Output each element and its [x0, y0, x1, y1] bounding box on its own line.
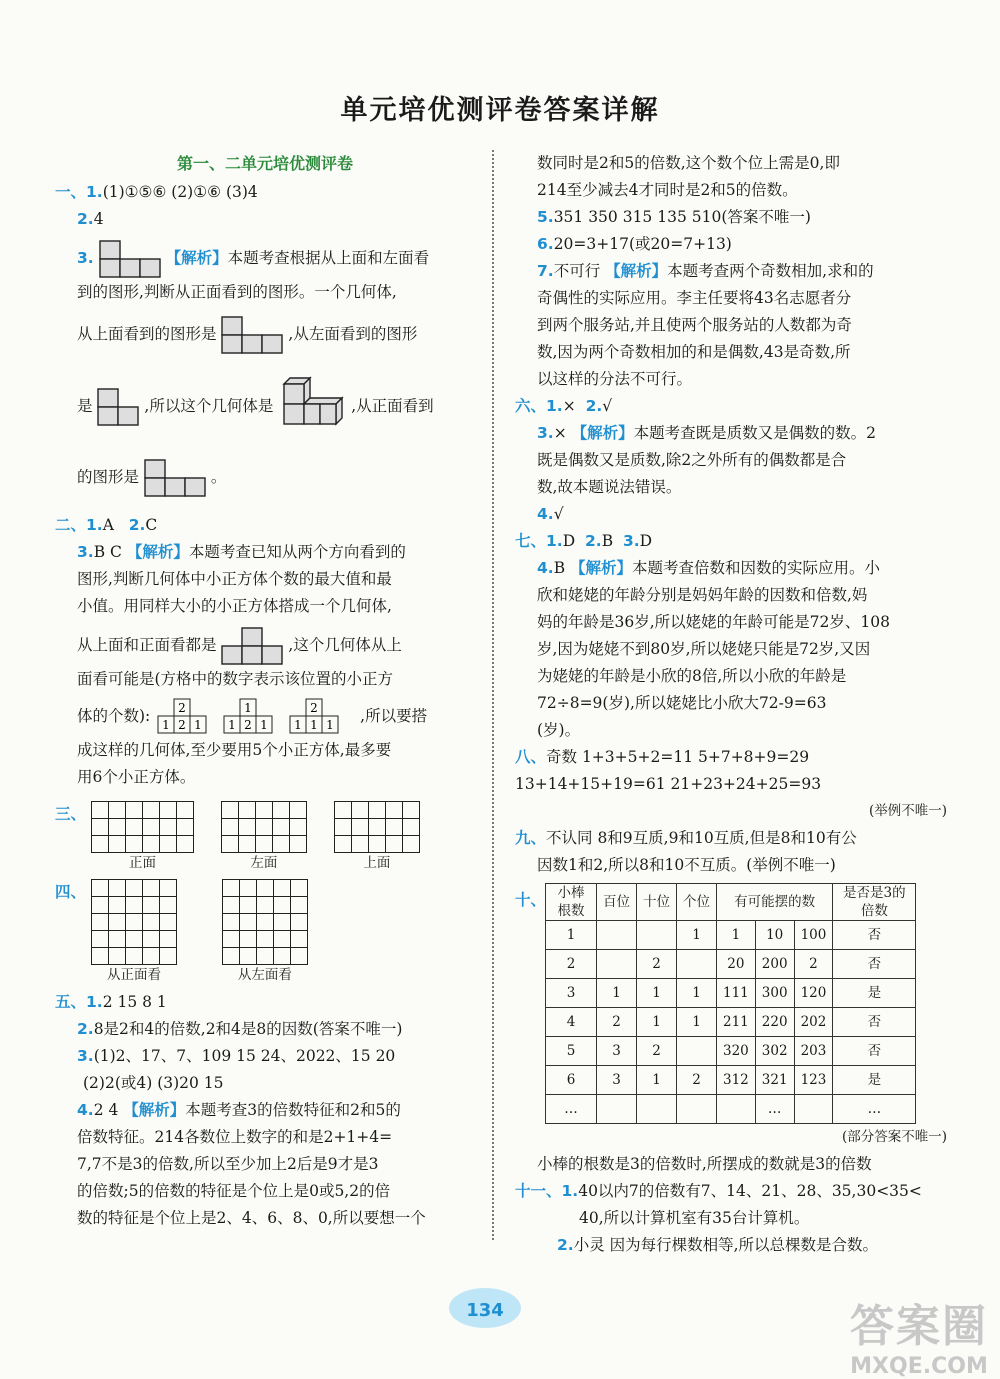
s6-q3-line2: 既是偶数又是质数,除2之外所有的偶数都是合: [537, 451, 847, 469]
s1-q3-line4: 是 ,所以这个几何体是 ,从正面看到: [55, 376, 475, 438]
q7-line5: 以这样的分法不可行。: [537, 370, 693, 388]
number-grid-figures: [155, 697, 355, 737]
s2-q1-q2: 二、1.A 2.C: [55, 516, 158, 534]
s5-q4-line5: 数的特征是个位上是2、4、6、8、0,所以要想一个: [77, 1209, 426, 1227]
q5: 5.351 350 315 135 510(答案不唯一): [537, 208, 811, 226]
s2-q3-line7: 成这样的几何体,至少要用5个小正方体,最多要: [77, 741, 392, 759]
s1-q3-line3: 从上面看到的图形是 ,从左面看到的图形: [55, 316, 475, 354]
s1-q3-line5: 的图形是 。: [55, 458, 475, 498]
s2-q3-line3: 小值。用同样大小的小正方体搭成一个几何体,: [77, 597, 392, 615]
svg-text:1: 1: [260, 718, 269, 732]
svg-text:1: 1: [326, 718, 335, 732]
s7-q4-line2: 欣和姥姥的年龄分别是妈妈年龄的因数和倍数,妈: [537, 586, 868, 604]
svg-text:2: 2: [244, 718, 253, 732]
top-view-figure: [221, 316, 283, 354]
s8-line2: 13+14+15+19=61 21+23+24+25=93: [515, 775, 822, 793]
view-figure: [221, 626, 283, 666]
page-title: 单元培优测评卷答案详解: [340, 95, 660, 126]
s6-q3: 3.× 【解析】本题考查既是质数又是偶数的数。2: [537, 424, 877, 442]
view-grid-s4-front: 从正面看: [91, 879, 177, 985]
s2-q3-line5: 面看可能是(方格中的数字表示该位置的小正方: [77, 670, 394, 688]
s5-q2: 2.8是2和4的倍数,2和4是8的因数(答案不唯一): [77, 1020, 403, 1038]
s7-q4-line5: 为姥姥的年龄是小欣的8倍,所以小欣的年龄是: [537, 667, 847, 685]
s8: 八、奇数 1+3+5+2=11 5+7+8+9=29: [515, 748, 810, 766]
s11-q1-line2: 40,所以计算机室有35台计算机。: [579, 1209, 810, 1227]
s5-q4-line4: 的倍数;5的倍数的特征是个位上是0或5,2的倍: [77, 1182, 391, 1200]
s2-q3-line6: 体的个数): 2 1 2 1 1 1 2 1 2 1 1 1 ,所以要搭: [55, 697, 475, 737]
s3-views: 三、 正面 左面 上面: [55, 801, 475, 873]
q7-line2: 奇偶性的实际应用。李主任要将43名志愿者分: [537, 289, 852, 307]
table-row: 6 3 1 2 312 321 123 是: [546, 1066, 916, 1095]
s11-q1: 十一、1.40以内7的倍数有7、14、21、28、35,30<35<: [515, 1182, 922, 1200]
front-view-figure: [99, 239, 161, 279]
svg-text:1: 1: [194, 718, 203, 732]
table-row: 1 1 1 10 100 否: [546, 921, 916, 950]
s7-q4-line3: 妈的年龄是36岁,所以姥姥的年龄可能是72岁、108: [537, 613, 890, 631]
page-number: 134: [455, 1300, 515, 1321]
s6-q1-q2: 六、1.× 2.√: [515, 397, 613, 415]
svg-text:1: 1: [244, 701, 253, 715]
s1-q3: 3. 【解析】本题考查根据从上面和左面看: [55, 239, 475, 279]
table-row: 4 2 1 1 211 220 202 否: [546, 1008, 916, 1037]
table-header-row: 小棒根数 百位 十位 个位 有可能摆的数 是否是3的倍数: [546, 884, 916, 921]
s6-q4: 4.√: [537, 505, 564, 523]
view-grid-left: 左面: [221, 801, 307, 873]
s2-q3: 3.B C 【解析】本题考查已知从两个方向看到的: [77, 543, 406, 561]
column-divider: [492, 150, 494, 1240]
s7-q4: 4.B 【解析】本题考查倍数和因数的实际应用。小: [537, 559, 881, 577]
table-row: 3 1 1 1 111 300 120 是: [546, 979, 916, 1008]
s1-q1: 一、1.(1)①⑤⑥ (2)①⑥ (3)4: [55, 183, 258, 201]
left-column: [55, 150, 475, 1232]
s10: 十、 小棒根数 百位 十位 个位 有可能摆的数 是否是3的倍数 1 1 1 10 100 否 2 2 20 200 2 否 3 1 1 1 111 300 120 是 4 2 1 1 211 220 202 否 5 3 2 320 302 203 否 6 3 1 2 312 321 123 是 … … …: [515, 883, 947, 1124]
s11-q2: 2.小灵 因为每行棵数相等,所以总棵数是合数。: [557, 1236, 879, 1254]
table-row: 2 2 20 200 2 否: [546, 950, 916, 979]
left-view-figure: [97, 388, 139, 426]
view-grid-s4-left: 从左面看: [222, 879, 308, 985]
s7-q4-line4: 岁,因为姥姥不到80岁,所以姥姥只能是72岁,又因: [537, 640, 871, 658]
s8-note: (举例不唯一): [868, 803, 947, 819]
s2-q3-line2: 图形,判断几何体中小正方体个数的最大值和最: [77, 570, 392, 588]
s1-q3-line2: 到的图形,判断从正面看到的图形。一个几何体,: [77, 283, 397, 301]
s5-q4-line3: 7,7不是3的倍数,所以至少加上2后是9才是3: [77, 1155, 379, 1173]
right-column: [515, 150, 947, 1259]
s5-q3-line2: (2)2(或4) (3)20 15: [83, 1074, 224, 1092]
q6: 6.20=3+17(或20=7+13): [537, 235, 732, 253]
s4-views: 四、 从正面看 从左面看: [55, 879, 475, 985]
s10-conclusion: 小棒的根数是3的倍数时,所摆成的数就是3的倍数: [537, 1155, 872, 1173]
s7-q4-line7: (岁)。: [537, 721, 581, 739]
s2-q3-line8: 用6个小正方体。: [77, 768, 196, 786]
s5-q4-line2: 倍数特征。214各数位上数字的和是2+1+4=: [77, 1128, 393, 1146]
s5-q3: 3.(1)2、17、7、109 15 24、2022、15 20: [77, 1047, 396, 1065]
s2-q3-line4: 从上面和正面看都是 ,这个几何体从上: [55, 626, 475, 666]
section-title: 第一、二单元培优测评卷: [176, 154, 353, 173]
answer-front-figure: [144, 458, 206, 498]
q7-line4: 数,因为两个奇数相加的和是偶数,43是奇数,所: [537, 343, 851, 361]
cont-line1: 数同时是2和5的倍数,这个数个位上需是0,即: [537, 154, 840, 172]
s7-q1-q3: 七、1.D 2.B 3.D: [515, 532, 653, 550]
svg-text:1: 1: [228, 718, 237, 732]
s6-q3-line3: 数,故本题说法错误。: [537, 478, 682, 496]
svg-text:1: 1: [162, 718, 171, 732]
table-row: … … …: [546, 1095, 916, 1124]
s9-line2: 因数1和2,所以8和10不互质。(举例不唯一): [537, 856, 836, 874]
s5-q1: 五、1.2 15 8 1: [55, 993, 167, 1011]
watermark-logo: 答案圈 MXQE.COM: [850, 1301, 988, 1379]
s9: 九、不认同 8和9互质,9和10互质,但是8和10有公: [515, 829, 857, 847]
svg-text:2: 2: [178, 701, 187, 715]
q7-line3: 到两个服务站,并且使两个服务站的人数都为奇: [537, 316, 852, 334]
svg-text:1: 1: [310, 718, 319, 732]
view-grid-top: 上面: [334, 801, 420, 873]
q7: 7.不可行 【解析】本题考查两个奇数相加,求和的: [537, 262, 874, 280]
svg-text:2: 2: [310, 701, 319, 715]
answer-table: [545, 883, 916, 1124]
view-grid-front: 正面: [91, 801, 194, 873]
s7-q4-line6: 72÷8=9(岁),所以姥姥比小欣大72-9=63: [537, 694, 827, 712]
s10-note: (部分答案不唯一): [841, 1129, 947, 1145]
svg-text:1: 1: [294, 718, 303, 732]
svg-text:2: 2: [178, 718, 187, 732]
s1-q2: 2.4: [77, 210, 104, 228]
cont-line2: 214至少减去4才同时是2和5的倍数。: [537, 181, 798, 199]
table-row: 5 3 2 320 302 203 否: [546, 1037, 916, 1066]
solid-figure: [278, 376, 346, 438]
s5-q4: 4.2 4 【解析】本题考查3的倍数特征和2和5的: [77, 1101, 401, 1119]
